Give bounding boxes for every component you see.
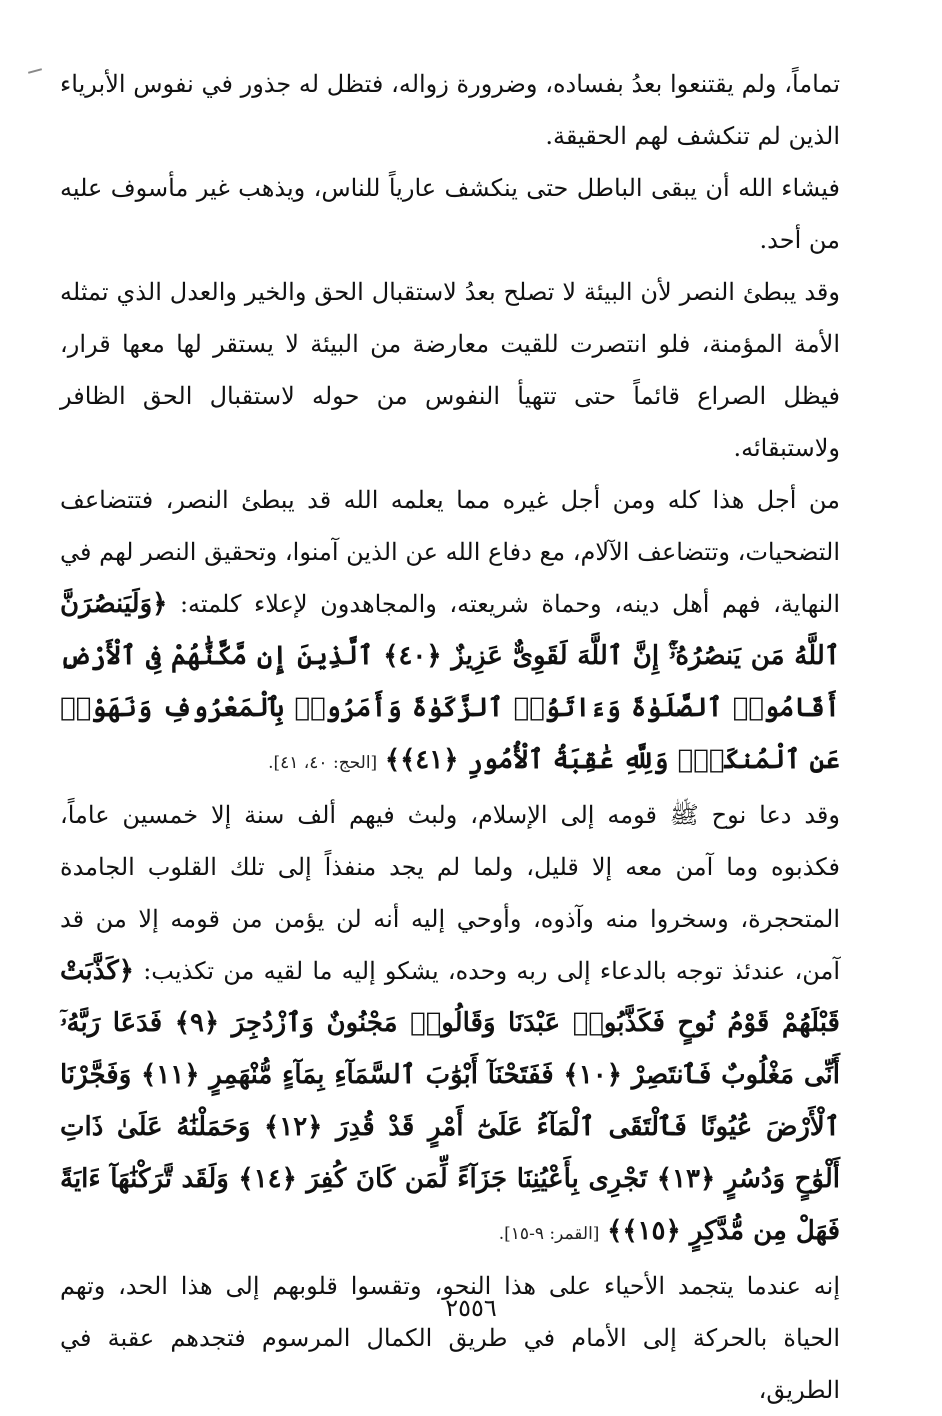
- paragraph-5-intro: وقد دعا نوح ﷺ قومه إلى الإسلام، ولبث فيهم ألف سنة إلا خمسين عاماً، فكذبوه وما آمن معه إلا قليل، ولما لم يجد منفذاً إلى تلك القلوب الجامدة المتحجرة، وسخروا منه وآذوه، وأوحي إليه أنه لن يؤمن من قومه إلا من قد آمن، عندئذ توجه بالدعاء إلى ربه وحده، يشكو إليه ما لقيه من تكذيب:: [60, 801, 840, 985]
- page-number: ٢٥٥٦: [445, 1294, 497, 1322]
- paragraph-1: تماماً، ولم يقتنعوا بعدُ بفساده، وضرورة زواله، فتظل له جذور في نفوس الأبرياء الذين لم تنكشف لهم الحقيقة.: [60, 70, 840, 150]
- paragraph-3: وقد يبطئ النصر لأن البيئة لا تصلح بعدُ لاستقبال الحق والخير والعدل الذي تمثله الأمة المؤمنة، فلو انتصرت للقيت معارضة من البيئة لا يستقر لها معها قرار، فيظل الصراع قائماً حتى تتهيأ النفوس من حوله لاستقبال الحق الظافر ولاستبقائه.: [60, 278, 840, 462]
- paragraph-6: إنه عندما يتجمد الأحياء على هذا النحو، وتقسوا قلوبهم إلى هذا الحد، وتهم الحياة بالحركة إلى الأمام في طريق الكمال المرسوم فتجدهم عقبة في الطريق،: [60, 1272, 840, 1404]
- paragraph-4: [60, 474, 840, 789]
- quran-verse-hajj: ﴿وَلَيَنصُرَنَّ ٱللَّهُ مَن يَنصُرُهُۥٓۚ إِنَّ ٱللَّهَ لَقَوِىٌّ عَزِيزٌ ﴿٤٠﴾ ٱلَّذِينَ إِن مَّكَّنَّٰهُمْ فِى ٱلْأَرْضِ أَقَامُوا۟ ٱلصَّلَوٰةَ وَءَاتَوُا۟ ٱلزَّكَوٰةَ وَأَمَرُوا۟ بِٱلْمَعْرُوفِ وَنَهَوْا۟ عَنِ ٱلْمُنكَرِۗ وَلِلَّهِ عَٰقِبَةُ ٱلْأُمُورِ ﴿٤١﴾﴾: [60, 589, 841, 775]
- paragraph-2: فيشاء الله أن يبقى الباطل حتى ينكشف عارياً للناس، ويذهب غير مأسوف عليه من أحد.: [60, 174, 840, 254]
- verse-reference-hajj: [الحج: ٤٠، ٤١].: [268, 753, 378, 773]
- quran-verse-qamar: ﴿كَذَّبَتْ قَبْلَهُمْ قَوْمُ نُوحٍ فَكَذَّبُوا۟ عَبْدَنَا وَقَالُوا۟ مَجْنُونٌ وَٱزْدُجِرَ ﴿٩﴾ فَدَعَا رَبَّهُۥٓ أَنِّى مَغْلُوبٌ فَٱنتَصِرْ ﴿١٠﴾ فَفَتَحْنَآ أَبْوَٰبَ ٱلسَّمَآءِ بِمَآءٍ مُّنْهَمِرٍ ﴿١١﴾ وَفَجَّرْنَا ٱلْأَرْضَ عُيُونًا فَٱلْتَقَى ٱلْمَآءُ عَلَىٰٓ أَمْرٍ قَدْ قُدِرَ ﴿١٢﴾ وَحَمَلْنَٰهُ عَلَىٰ ذَاتِ أَلْوَٰحٍ وَدُسُرٍ ﴿١٣﴾ تَجْرِى بِأَعْيُنِنَا جَزَآءً لِّمَن كَانَ كُفِرَ ﴿١٤﴾ وَلَقَد تَّرَكْنَٰهَآ ءَايَةً فَهَلْ مِن مُّدَّكِرٍ ﴿١٥﴾﴾: [60, 956, 840, 1246]
- verse-reference-qamar: [القمر: ٩-١٥].: [498, 1224, 600, 1244]
- paragraph-5: [60, 789, 840, 1260]
- paragraph-4-intro: من أجل هذا كله ومن أجل غيره مما يعلمه الله قد يبطئ النصر، فتتضاعف التضحيات، وتتضاعف الآلام، مع دفاع الله عن الذين آمنوا، وتحقيق النصر لهم في النهاية، فهم أهل دينه، وحماة شريعته، والمجاهدون لإعلاء كلمته:: [60, 486, 840, 618]
- page-body: [60, 58, 841, 1404]
- scan-mark: [28, 68, 42, 74]
